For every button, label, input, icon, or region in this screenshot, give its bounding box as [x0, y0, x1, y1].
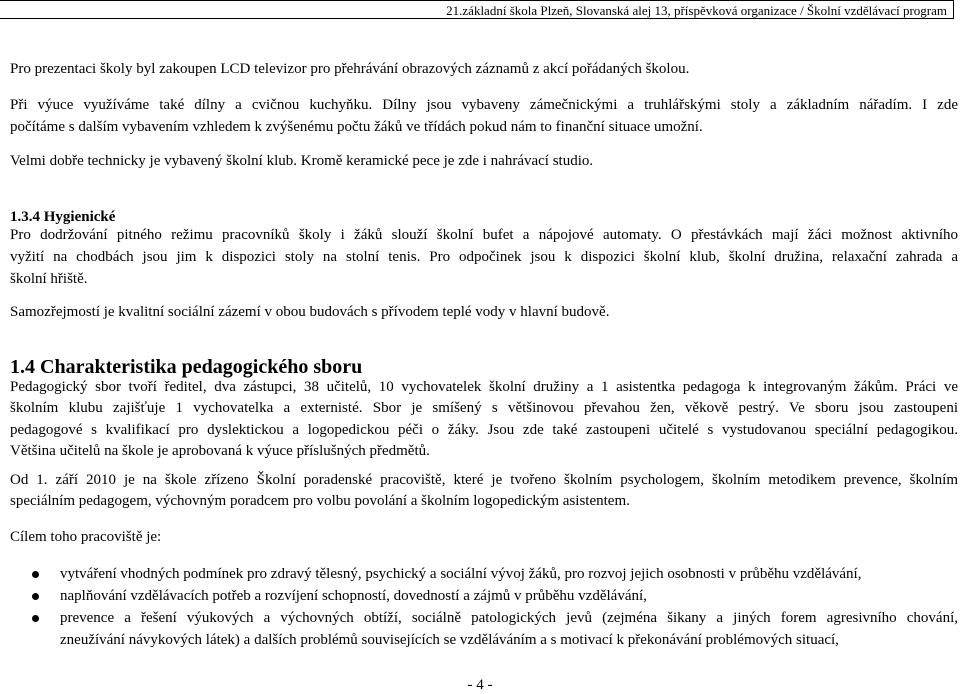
goal-list	[10, 563, 958, 651]
bullet-icon	[32, 593, 39, 600]
list-item-text: vytváření vhodných podmínek pro zdravý tělesný, psychický a sociální vývoj žáků, pro rozvoj jejich osobnosti v průběhu vzdělávání,	[60, 566, 862, 582]
paragraph-staff-line1: Pedagogický sbor tvoří ředitel, dva zástupci, 38 učitelů, 10 vychovatelek školní družiny a 1 asistentka pedagoga k integrovaným žákům. Práci ve	[10, 379, 958, 395]
section-heading-staff: 1.4 Charakteristika pedagogického sboru	[10, 356, 363, 378]
list-item	[10, 563, 958, 585]
paragraph-hygiene-line1: Pro dodržování pitného režimu pracovníků školy i žáků slouží školní bufet a nápojové automaty. O přestávkách mají žáci možnost aktivního	[10, 227, 958, 243]
paragraph-hygiene-line2: vyžití na chodbách jsou jim k dispozici stoly na stolní tenis. Pro odpočinek jsou k dispozici školní klub, školní družina, relaxační zahrada a	[10, 249, 958, 265]
paragraph-sanitary: Samozřejmostí je kvalitní sociální zázemí v obou budovách s přívodem teplé vody v hlavní budově.	[10, 304, 610, 320]
list-item-text: prevence a řešení výukových a výchovných obtíží, sociálně patologických jevů (zejména šikany a jiných forem agresivního chování,	[60, 610, 958, 626]
bullet-icon	[32, 571, 39, 578]
list-item-text-continued: zneužívání návykových látek) a dalších problémů souvisejících se vzděláváním a s motivací k překonávání problémových situací,	[60, 632, 839, 648]
paragraph-workshops-line1: Při výuce využíváme také dílny a cvičnou kuchyňku. Dílny jsou vybaveny zámečnickými a truhlářskými stoly a základním nářadím. I zde	[10, 97, 958, 113]
paragraph-workshops-line2: počítáme s dalším vybavením vzhledem k zvýšenému počtu žáků ve třídách pokud nám to finanční situace umožní.	[10, 119, 703, 135]
document-header: 21.základní škola Plzeň, Slovanská alej 13, příspěvková organizace / Školní vzdělávací program	[0, 0, 954, 19]
paragraph-hygiene-line3: školní hřiště.	[10, 271, 88, 287]
bullet-icon	[32, 615, 39, 622]
paragraph-lcd: Pro prezentaci školy byl zakoupen LCD televizor pro přehrávání obrazových záznamů z akcí pořádaných školou.	[10, 61, 690, 77]
paragraph-goal-intro: Cílem toho pracoviště je:	[10, 529, 162, 545]
list-item-text: naplňování vzdělávacích potřeb a rozvíjení schopností, dovedností a zájmů v průběhu vzdělávání,	[60, 588, 647, 604]
paragraph-staff-line2: školním klubu zajišťuje 1 vychovatelka a externisté. Sbor je smíšený s většinovou převahou žen, věkově pestrý. Ve sboru jsou zastoupeni	[10, 400, 958, 416]
paragraph-club: Velmi dobře technicky je vybavený školní klub. Kromě keramické pece je zde i nahrávací studio.	[10, 153, 594, 169]
paragraph-counseling-line2: speciálním pedagogem, výchovným poradcem pro volbu povolání a školním logopedickým asistentem.	[10, 493, 630, 509]
section-heading-hygiene: 1.3.4 Hygienické	[10, 209, 116, 225]
list-item	[10, 585, 958, 607]
page-number: - 4 -	[467, 677, 493, 693]
paragraph-staff-line4: Většina učitelů na škole je aprobovaná k výuce příslušných předmětů.	[10, 443, 430, 459]
list-item	[10, 607, 958, 651]
paragraph-staff-line3: pedagogové s kvalifikací pro dyslektickou a logopedickou péči o žáky. Jsou zde také zastoupeni učitelé s vystudovanou speciální pedagogikou.	[10, 422, 958, 438]
paragraph-counseling-line1: Od 1. září 2010 je na škole zřízeno Školní poradenské pracoviště, které je tvořeno školním psychologem, školním metodikem prevence, školním	[10, 472, 958, 488]
